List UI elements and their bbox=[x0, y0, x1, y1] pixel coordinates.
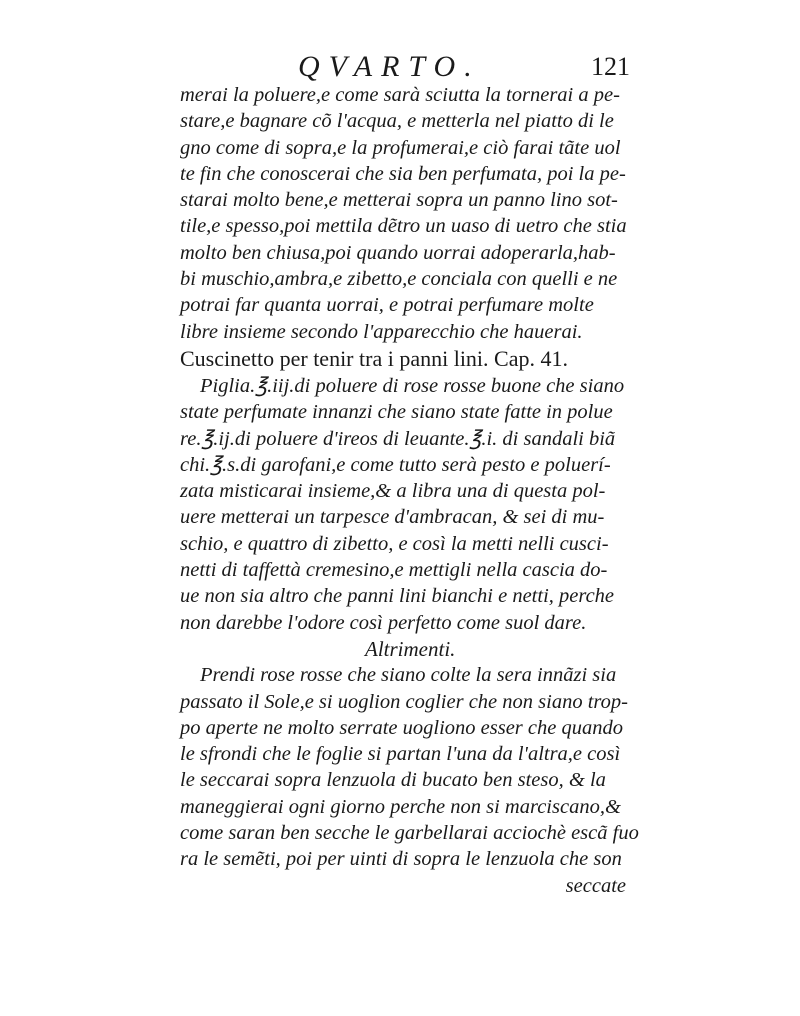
text-line: zata misticarai insieme,& a libra una di questa pol- bbox=[180, 480, 606, 503]
chapter-heading: Cuscinetto per tenir tra i panni lini. Cap. 41. bbox=[180, 345, 568, 371]
text-line: molto ben chiusa,poi quando uorrai adoperarla,hab- bbox=[180, 241, 616, 264]
text-line: le seccarai sopra lenzuola di bucato ben steso, & la bbox=[180, 769, 606, 792]
text-line: stare,e bagnare cõ l'acqua, e metterla nel piatto di le bbox=[180, 110, 614, 133]
text-line: netti di taffettà cremesino,e mettigli nella cascia do- bbox=[180, 559, 608, 582]
text-line: schio, e quattro di zibetto, e così la metti nelli cusci- bbox=[180, 532, 609, 555]
text-line: potrai far quanta uorrai, e potrai perfumare molte bbox=[180, 294, 594, 317]
text-line: tile,e spesso,poi mettila dẽtro un uaso di uetro che stia bbox=[180, 215, 627, 238]
text-line: po aperte ne molto serrate uogliono esser che quando bbox=[180, 716, 623, 739]
text-line: Prendi rose rosse che siano colte la sera innãzi sia bbox=[200, 664, 617, 687]
text-line: non darebbe l'odore così perfetto come suol dare. bbox=[180, 611, 587, 634]
text-line: ue non sia altro che panni lini bianchi e netti, perche bbox=[180, 585, 615, 608]
text-block bbox=[180, 82, 640, 899]
text-line: ra le semẽti, poi per uinti di sopra le lenzuola che son bbox=[180, 848, 622, 871]
text-line: re.℥.ij.di poluere d'ireos di leuante.℥.i. di sandali biã bbox=[180, 427, 616, 450]
paragraph-alternative bbox=[180, 662, 640, 872]
text-line: state perfumate innanzi che siano state fatte in polue bbox=[180, 401, 613, 424]
catchword: seccate bbox=[565, 874, 626, 897]
text-line: libre insieme secondo l'apparecchio che hauerai. bbox=[180, 320, 583, 343]
text-line: bi muschio,ambra,e zibetto,e conciala con quelli e ne bbox=[180, 268, 618, 291]
paragraph-recipe bbox=[180, 373, 640, 636]
text-line: chi.℥.s.di garofani,e come tutto serà pesto e poluerí- bbox=[180, 453, 611, 476]
text-line: come saran ben secche le garbellarai acciochè escã fuo bbox=[180, 822, 639, 845]
text-line: starai molto bene,e metterai sopra un panno lino sot- bbox=[180, 189, 618, 212]
text-line: gno come di sopra,e la profumerai,e ciò farai tãte uol bbox=[180, 136, 621, 159]
paragraph-continuation bbox=[180, 82, 640, 345]
text-line: te fin che conoscerai che sia ben perfumata, poi la pe- bbox=[180, 162, 626, 185]
text-line: uere metterai un tarpesce d'ambracan, & sei di mu- bbox=[180, 506, 605, 529]
text-line: maneggierai ogni giorno perche non si marciscano,& bbox=[180, 795, 621, 818]
text-line: passato il Sole,e si uoglion coglier che non siano trop- bbox=[180, 690, 628, 713]
text-line: merai la poluere,e come sarà sciutta la tornerai a pe- bbox=[180, 84, 620, 106]
page-number: 121 bbox=[591, 52, 630, 81]
text-line: le sfrondi che le foglie si partan l'una da l'altra,e così bbox=[180, 743, 621, 766]
text-line: Piglia.℥.iij.di poluere di rose rosse buone che siano bbox=[200, 374, 625, 397]
section-subheading: Altrimenti. bbox=[365, 636, 456, 661]
running-title: QVARTO. bbox=[298, 50, 481, 83]
